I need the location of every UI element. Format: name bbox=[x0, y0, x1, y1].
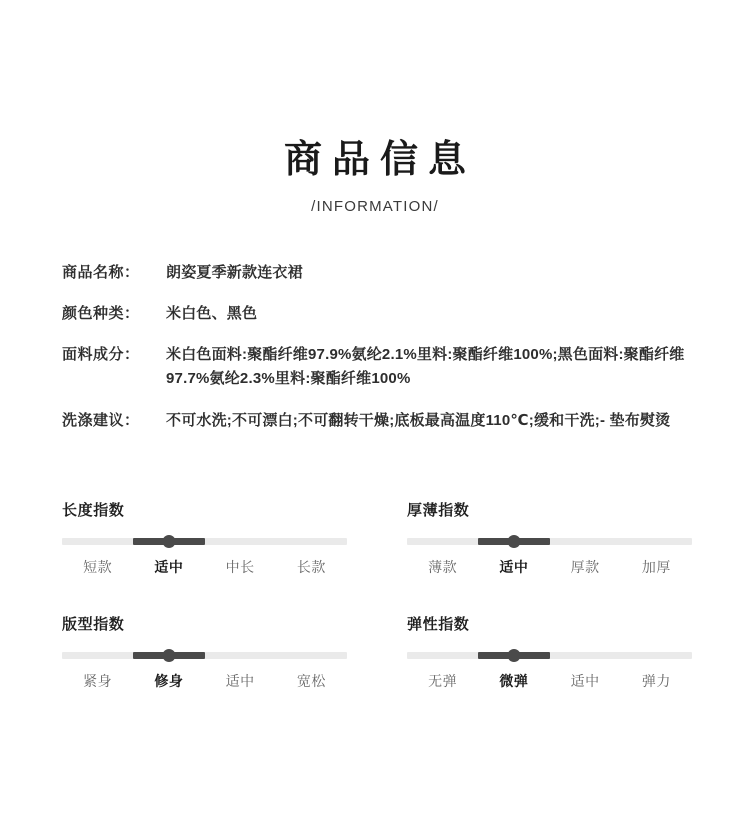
gauge-track bbox=[62, 538, 347, 545]
index-gauges bbox=[0, 499, 750, 727]
info-value-product-name: 朗姿夏季新款连衣裙 bbox=[166, 263, 303, 281]
gauge-option[interactable]: 适中 bbox=[154, 559, 184, 576]
gauge-option[interactable]: 适中 bbox=[225, 673, 255, 690]
gauge-option[interactable]: 微弹 bbox=[499, 673, 529, 690]
gauge-track bbox=[62, 652, 347, 659]
info-row bbox=[62, 343, 692, 392]
product-info-table bbox=[0, 261, 750, 433]
gauge-title: 弹性指数 bbox=[407, 616, 470, 634]
gauge-options bbox=[62, 557, 347, 577]
gauge-elasticity-index bbox=[377, 613, 692, 691]
info-row bbox=[62, 302, 692, 326]
gauge-length-index bbox=[62, 499, 377, 577]
page-title: 商品信息 bbox=[283, 139, 476, 181]
gauge-title: 厚薄指数 bbox=[407, 502, 470, 520]
gauge-knob bbox=[507, 649, 520, 662]
info-value-fabric-composition: 米白色面料:聚酯纤维97.9%氨纶2.1%里料:聚酯纤维100%;黑色面料:聚酯纤维97.7%氨纶2.3%里料:聚酯纤维100% bbox=[166, 346, 685, 388]
info-row bbox=[62, 261, 692, 285]
info-value-color-types: 米白色、黑色 bbox=[166, 304, 258, 322]
gauge-option[interactable]: 中长 bbox=[225, 559, 255, 576]
gauge-option[interactable]: 弹力 bbox=[641, 673, 671, 690]
info-value-wash-advice: 不可水洗;不可漂白;不可翻转干燥;底板最高温度110℃;缓和干洗;- 垫布熨烫 bbox=[166, 411, 671, 429]
gauge-option[interactable]: 加厚 bbox=[641, 559, 671, 576]
gauge-options bbox=[407, 557, 692, 577]
gauge-track bbox=[407, 652, 692, 659]
gauge-option[interactable]: 无弹 bbox=[428, 673, 458, 690]
gauge-option[interactable]: 长款 bbox=[296, 559, 326, 576]
gauge-option[interactable]: 短款 bbox=[83, 559, 113, 576]
gauge-option[interactable]: 薄款 bbox=[428, 559, 458, 576]
info-label-fabric-composition: 面料成分： bbox=[62, 346, 140, 364]
gauge-options bbox=[407, 671, 692, 691]
gauge-track bbox=[407, 538, 692, 545]
gauge-options bbox=[62, 671, 347, 691]
gauge-option[interactable]: 适中 bbox=[570, 673, 600, 690]
gauge-option[interactable]: 紧身 bbox=[83, 673, 113, 690]
info-label-color-types: 颜色种类： bbox=[62, 304, 140, 322]
gauge-thickness-index bbox=[377, 499, 692, 577]
gauge-knob bbox=[162, 535, 175, 548]
gauge-option[interactable]: 修身 bbox=[154, 673, 184, 690]
gauge-knob bbox=[507, 535, 520, 548]
page-subtitle: /INFORMATION/ bbox=[311, 197, 439, 215]
gauge-option[interactable]: 宽松 bbox=[296, 673, 326, 690]
gauge-option[interactable]: 厚款 bbox=[570, 559, 600, 576]
gauge-title: 长度指数 bbox=[62, 502, 125, 520]
gauge-title: 版型指数 bbox=[62, 616, 125, 634]
gauge-knob bbox=[162, 649, 175, 662]
gauge-fit-index bbox=[62, 613, 377, 691]
gauge-option[interactable]: 适中 bbox=[499, 559, 529, 576]
page-header bbox=[0, 0, 750, 215]
info-label-product-name: 商品名称： bbox=[62, 263, 140, 281]
info-label-wash-advice: 洗涤建议： bbox=[62, 411, 140, 429]
info-row bbox=[62, 409, 692, 433]
